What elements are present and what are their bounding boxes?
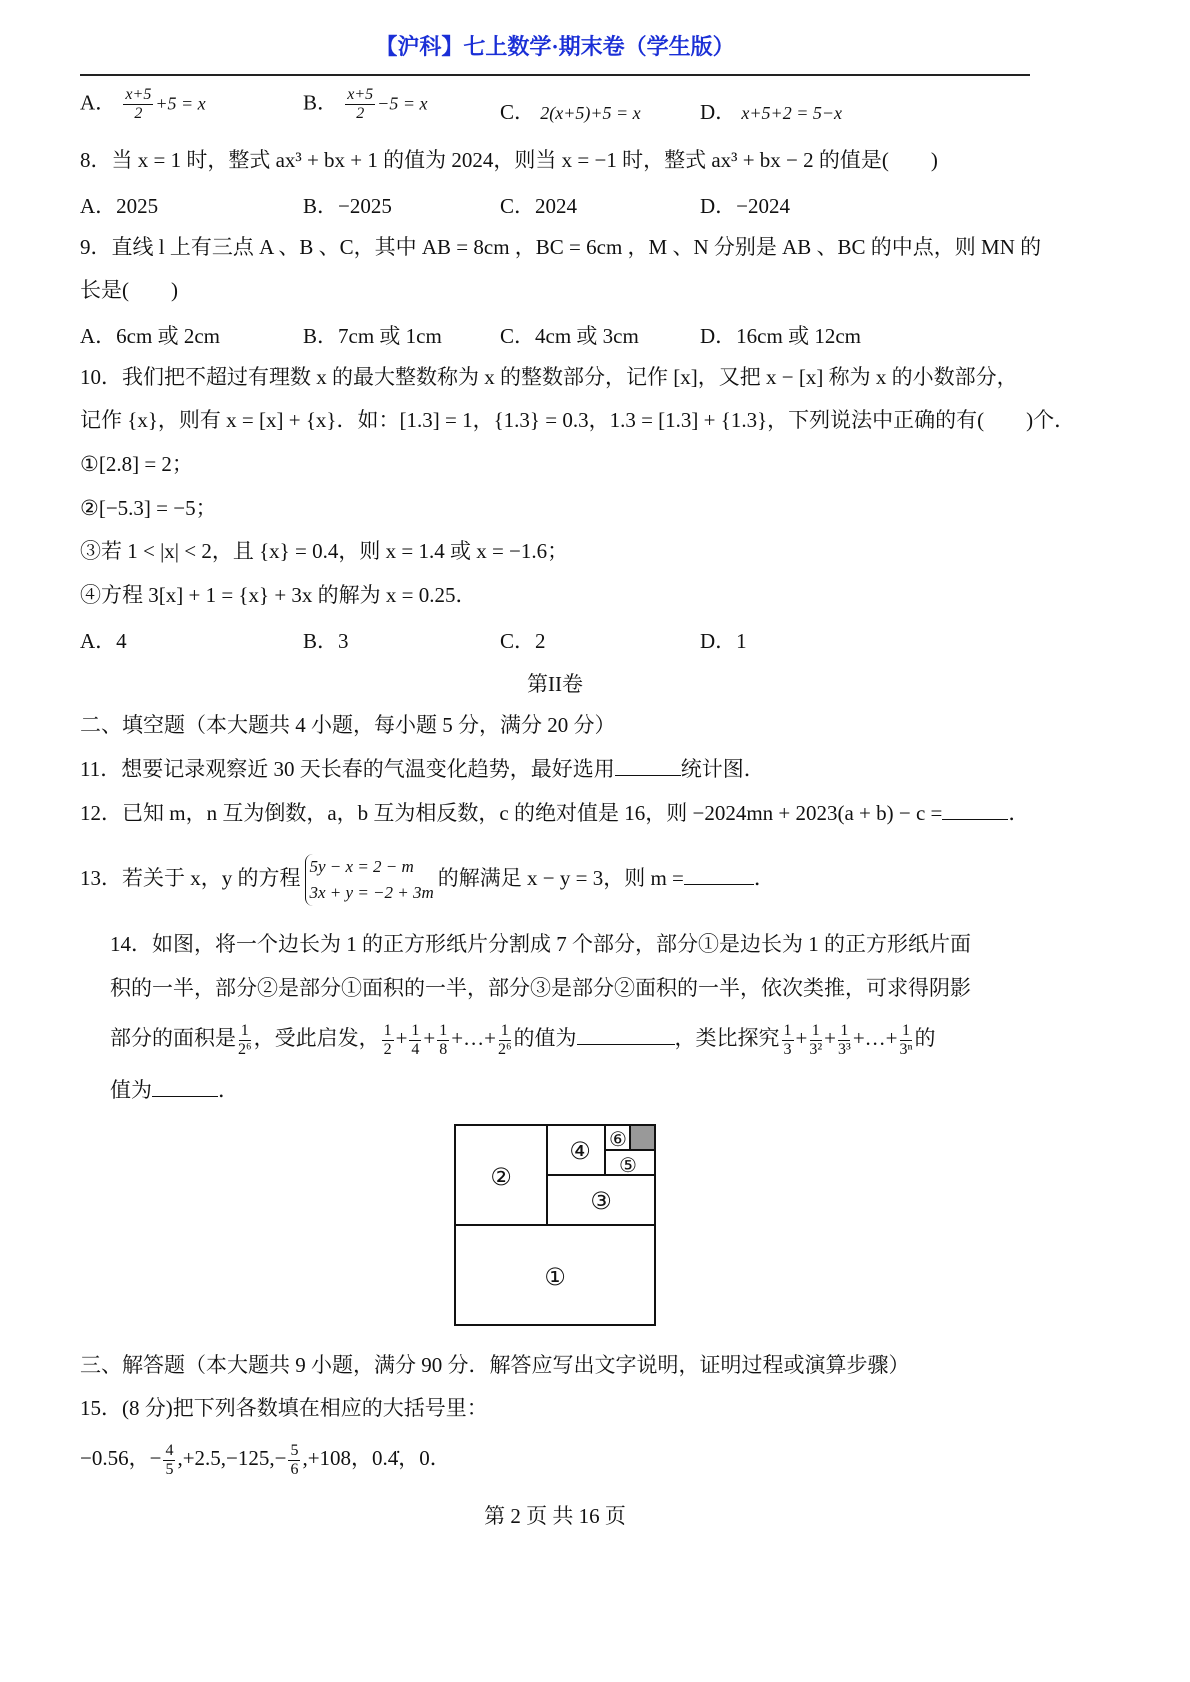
text: ，类比探究 [674, 1026, 780, 1050]
q14-line3 [110, 1016, 936, 1060]
q12 [80, 799, 1029, 827]
q9-option-b: B．7cm 或 1cm [303, 324, 442, 348]
q10-statement-3: ③若 1 < |x| < 2，且 {x} = 0.4，则 x = 1.4 或 x = −1.6； [80, 539, 569, 563]
denominator: 3 [783, 1040, 792, 1058]
text: 的值为 [513, 1026, 577, 1050]
denominator: 2 [383, 1040, 392, 1058]
section-3-title: 三、解答题（本大题共 9 小题，满分 90 分．解答应写出文字说明，证明过程或演算步骤） [80, 1353, 910, 1377]
q10-option-b: B．3 [303, 629, 349, 653]
minus: − [149, 1446, 162, 1470]
text: 值为 [110, 1078, 152, 1102]
q7-option-a [80, 86, 206, 123]
q10-option-c: C．2 [500, 629, 546, 653]
denominator: 2 [356, 105, 365, 122]
numerator: 1 [840, 1021, 849, 1039]
answer-blank[interactable] [684, 884, 754, 885]
fraction [900, 1022, 913, 1059]
text: 的 [914, 1026, 936, 1050]
q12-text: 12．已知 m，n 互为倒数，a，b 互为相反数，c 的绝对值是 16，则 −2024mn + 2023(a + b) − c = [80, 801, 943, 825]
label-part-3: ③ [590, 1187, 612, 1215]
number: −0.56， [80, 1446, 150, 1470]
q7-option-b [303, 86, 427, 123]
answer-blank[interactable] [942, 819, 1008, 820]
fraction [123, 86, 153, 123]
q10-statement-4: ④方程 3[x] + 1 = {x} + 3x 的解为 x = 0.25． [80, 583, 477, 607]
text: ，受此启发， [253, 1026, 380, 1050]
q15-numbers [80, 1436, 451, 1480]
text: ． [218, 1078, 239, 1102]
q8-option-a: A．2025 [80, 194, 159, 218]
fraction [409, 1022, 421, 1059]
answer-blank-2[interactable] [152, 1096, 218, 1097]
q9-option-c: C．4cm 或 3cm [500, 324, 639, 348]
numerator: 1 [783, 1021, 792, 1039]
label-part-2: ② [490, 1163, 512, 1191]
q13-text: 13．若关于 x，y 的方程 [80, 866, 301, 890]
fraction [382, 1022, 394, 1059]
expression: −5 = x [377, 93, 428, 114]
q8-option-b: B．−2025 [303, 194, 392, 218]
label-part-4: ④ [569, 1137, 591, 1165]
plus: + [795, 1026, 808, 1050]
numerator: 1 [902, 1021, 911, 1039]
option-label: D． [700, 100, 737, 124]
q14-line2: 积的一半，部分②是部分①面积的一半，部分③是部分②面积的一半，依次类推，可求得阴影 [110, 976, 971, 1000]
numerator: 1 [383, 1021, 392, 1039]
part-ii-title: 第II卷 [527, 672, 583, 696]
numerator: 1 [811, 1021, 820, 1039]
q14-line1: 14．如图，将一个边长为 1 的正方形纸片分割成 7 个部分，部分①是边长为 1 的正方形纸片面 [110, 932, 971, 956]
square-partition-figure [450, 1120, 662, 1332]
q9-option-a: A．6cm 或 2cm [80, 324, 220, 348]
numerator: 4 [165, 1441, 174, 1459]
plus: + [423, 1026, 436, 1050]
numerator: 1 [500, 1021, 509, 1039]
numerator: x+5 [347, 86, 374, 103]
denominator: 8 [439, 1040, 448, 1058]
denominator: 3ⁿ [899, 1040, 913, 1058]
q11 [80, 755, 765, 783]
denominator: 2 [134, 105, 143, 122]
q10-option-a: A．4 [80, 629, 127, 653]
ellipsis: +…+ [852, 1026, 898, 1050]
q10-statement-2: ②[−5.3] = −5； [80, 496, 217, 520]
option-label: A． [80, 90, 117, 115]
q9-option-d: D．16cm 或 12cm [700, 324, 861, 348]
q15-stem: 15．(8 分)把下列各数填在相应的大括号里： [80, 1396, 488, 1420]
q11-text: 11．想要记录观察近 30 天长春的气温变化趋势，最好选用 [80, 757, 615, 781]
expression: +5 = x [155, 93, 206, 114]
numerator: x+5 [125, 86, 152, 103]
ellipsis: +…+ [451, 1026, 496, 1050]
fraction [782, 1022, 794, 1059]
q7-option-d [700, 96, 842, 126]
label-part-6: ⑥ [609, 1127, 627, 1151]
q9-stem-line1: 9．直线 l 上有三点 A 、B 、C，其中 AB = 8cm ，BC = 6cm ，M 、N 分别是 AB 、BC 的中点，则 MN 的 [80, 235, 1042, 259]
q12-text-end: ． [1008, 801, 1030, 825]
q13-text-end: ． [753, 866, 775, 890]
fraction [345, 86, 375, 123]
q11-text-end: 统计图． [680, 757, 765, 781]
fraction [809, 1022, 822, 1059]
denominator: 3² [809, 1040, 823, 1058]
q10-stem-line1: 10．我们把不超过有理数 x 的最大整数称为 x 的整数部分，记作 [x]，又把 x − [x] 称为 x 的小数部分， [80, 365, 1018, 389]
q9-stem-line2: 长是( ) [80, 278, 178, 302]
q8-option-c: C．2024 [500, 194, 578, 218]
equation-2: 3x + y = −2 + 3m [309, 883, 434, 903]
fraction-shaded-area [238, 1022, 252, 1059]
numerator: 1 [240, 1021, 249, 1039]
denominator: 5 [165, 1460, 174, 1478]
expression: x+5+2 = 5−x [741, 103, 842, 123]
plus: + [395, 1026, 408, 1050]
denominator: 2⁶ [238, 1040, 252, 1058]
q10-option-d: D．1 [700, 629, 747, 653]
denominator: 3³ [838, 1040, 851, 1058]
option-label: C． [500, 100, 536, 124]
expression: 2(x+5)+5 = x [540, 103, 641, 123]
label-part-1: ① [544, 1263, 566, 1291]
q14-line4 [110, 1076, 239, 1104]
numbers: ,+108，0.4̇，0． [302, 1446, 451, 1470]
numbers: ,+2.5,−125,− [177, 1446, 287, 1470]
answer-blank[interactable] [615, 775, 681, 776]
numerator: 1 [411, 1021, 420, 1039]
q13 [80, 850, 775, 906]
text: 部分的面积是 [110, 1026, 236, 1050]
label-part-5: ⑤ [619, 1153, 637, 1177]
q10-stem-line2: 记作 {x}，则有 x = [x] + {x}．如：[1.3] = 1，{1.3} = 0.3，1.3 = [1.3] + {1.3}，下列说法中正确的有( )个． [80, 408, 1076, 432]
page-footer: 第 2 页 共 16 页 [484, 1504, 626, 1528]
denominator: 6 [290, 1460, 299, 1478]
q8-option-d: D．−2024 [700, 194, 791, 218]
numerator: 5 [290, 1441, 299, 1459]
equation-1: 5y − x = 2 − m [309, 857, 414, 877]
header-divider [80, 74, 1030, 76]
q8-stem: 8．当 x = 1 时，整式 ax³ + bx + 1 的值为 2024，则当 x = −1 时，整式 ax³ + bx − 2 的值是( ) [80, 148, 938, 172]
numerator: 1 [439, 1021, 448, 1039]
equation-system [305, 854, 434, 906]
answer-blank-1[interactable] [577, 1044, 675, 1045]
q7-option-c [500, 96, 641, 126]
q10-statement-1: ①[2.8] = 2； [80, 452, 193, 476]
fraction [498, 1022, 512, 1059]
section-2-title: 二、填空题（本大题共 4 小题，每小题 5 分，满分 20 分） [80, 713, 616, 737]
fraction [163, 1442, 175, 1479]
q13-condition: 的解满足 x − y = 3，则 m = [437, 866, 684, 890]
denominator: 4 [411, 1040, 420, 1058]
fraction [838, 1022, 851, 1059]
document-header-title: 【沪科】七上数学·期末卷（学生版） [375, 34, 735, 59]
option-label: B． [303, 90, 339, 115]
fraction [437, 1022, 449, 1059]
plus: + [824, 1026, 837, 1050]
shaded-region [630, 1125, 655, 1150]
denominator: 2⁶ [497, 1040, 512, 1058]
fraction [288, 1442, 300, 1479]
